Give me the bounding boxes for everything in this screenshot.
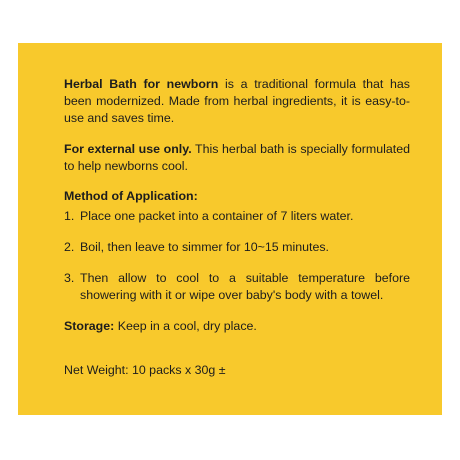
step-text: Place one packet into a container of 7 liters water.: [80, 209, 354, 223]
method-step-1: [64, 208, 410, 225]
storage-label: Storage:: [64, 319, 115, 333]
usage-text: This herbal bath is specially formulated to help newborns cool.: [64, 142, 411, 173]
method-steps: [64, 208, 410, 304]
step-number: 1.: [64, 209, 75, 223]
method-step-2: [64, 239, 410, 256]
usage-paragraph: [64, 141, 410, 175]
product-name: Herbal Bath for newborn: [64, 77, 219, 91]
storage-paragraph: [64, 318, 410, 335]
step-number: 3.: [64, 271, 75, 285]
product-description: is a traditional formula that has been modernized. Made from herbal ingredients, it is easy-to-use and saves time.: [64, 77, 410, 125]
label-content: [64, 76, 410, 379]
method-heading: Method of Application:: [64, 189, 198, 203]
storage-text: Keep in a cool, dry place.: [117, 319, 257, 333]
method-step-3: [64, 270, 410, 304]
step-text: Boil, then leave to simmer for 10~15 minutes.: [80, 240, 329, 254]
intro-paragraph: [64, 76, 410, 127]
step-number: 2.: [64, 240, 75, 254]
step-text: Then allow to cool to a suitable temperature before showering with it or wipe over baby's body with a towel.: [80, 271, 410, 302]
label-panel: [18, 43, 442, 415]
external-use-warning: For external use only.: [64, 142, 192, 156]
net-weight: Net Weight: 10 packs x 30g ±: [64, 363, 226, 377]
